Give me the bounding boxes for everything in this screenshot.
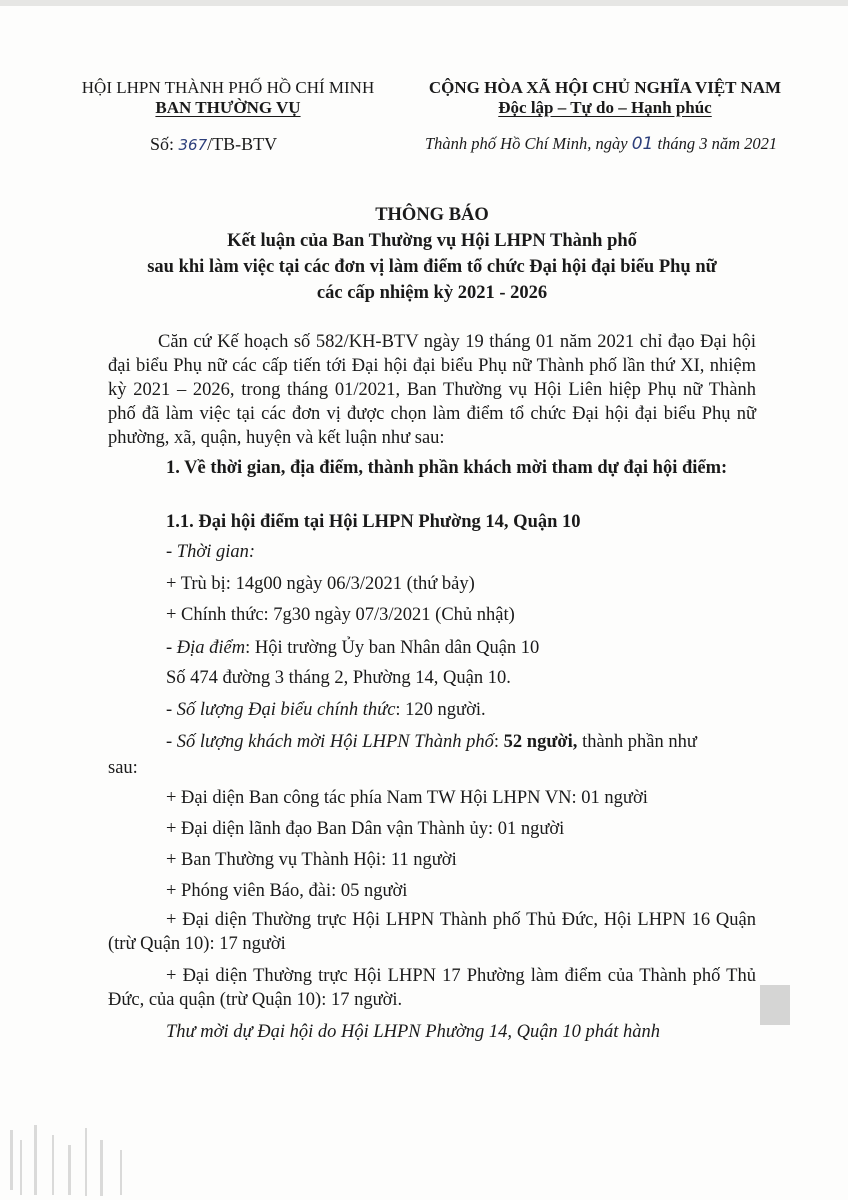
doc-no-prefix: Số: <box>150 134 179 154</box>
venue <box>166 636 539 660</box>
national-motto <box>420 78 790 118</box>
guest-item-2: + Đại diện lãnh đạo Ban Dân vận Thành ủy: 01 người <box>166 819 565 839</box>
prep-session: + Trù bị: 14g00 ngày 06/3/2021 (thứ bảy) <box>166 574 475 594</box>
date-day-handwritten: 01 <box>631 134 654 154</box>
guests-rest: thành phần như <box>577 732 697 752</box>
org-line2 <box>76 98 380 118</box>
org-line1: HỘI LHPN THÀNH PHỐ HỒ CHÍ MINH <box>81 78 375 97</box>
title-block <box>108 202 756 306</box>
section-1-1-heading: 1.1. Đại hội điểm tại Hội LHPN Phường 14, Quận 10 <box>166 512 581 532</box>
doc-subtitle-line3: các cấp nhiệm kỳ 2021 - 2026 <box>316 283 548 303</box>
date-suffix: tháng 3 năm 2021 <box>653 134 778 153</box>
guest-item-5: + Đại diện Thường trực Hội LHPN Thành phố Thủ Đức, Hội LHPN 16 Quận (trừ Quận 10): 17 người <box>108 910 756 954</box>
guests-colon: : <box>493 732 504 752</box>
official-delegates <box>166 698 486 722</box>
section-1-heading: 1. Về thời gian, địa điểm, thành phần khách mời tham dự đại hội điểm: <box>166 458 728 478</box>
document-number <box>150 134 277 155</box>
intro-paragraph: Căn cứ Kế hoạch số 582/KH-BTV ngày 19 tháng 01 năm 2021 chỉ đạo Đại hội đại biểu Phụ nữ các cấp tiến tới Đại hội đại biểu Phụ nữ Thành phố lần thứ XI, nhiệm kỳ 2021 – 2026, trong tháng 01/2021, Ban Thường vụ Hội Liên hiệp Phụ nữ Thành phố đã làm việc tại các đơn vị được chọn làm điểm tổ chức Đại hội đại biểu Phụ nữ phường, xã, quận, huyện và kết luận như sau: <box>108 332 756 448</box>
time-label: - Thời gian: <box>166 542 256 562</box>
doc-no-suffix: /TB-BTV <box>207 134 278 154</box>
venue-address: Số 474 đường 3 tháng 2, Phường 14, Quận 10. <box>166 668 511 688</box>
doc-subtitle-line2: sau khi làm việc tại các đơn vị làm điểm tổ chức Đại hội đại biểu Phụ nữ <box>147 257 717 277</box>
invitation-note: Thư mời dự Đại hội do Hội LHPN Phường 14, Quận 10 phát hành <box>166 1022 661 1042</box>
org-dept: BAN THƯỜNG VỤ <box>155 98 301 117</box>
org-name <box>76 78 380 118</box>
official-session: + Chính thức: 7g30 ngày 07/3/2021 (Chủ nhật) <box>166 605 515 625</box>
date-prefix: Thành phố Hồ Chí Minh, ngày <box>425 134 632 153</box>
guest-item-4: + Phóng viên Báo, đài: 05 người <box>166 881 408 901</box>
guest-item-1: + Đại diện Ban công tác phía Nam TW Hội LHPN VN: 01 người <box>166 788 648 808</box>
guests-line-cont: sau: <box>108 758 138 778</box>
doc-subtitle-line1: Kết luận của Ban Thường vụ Hội LHPN Thành phố <box>227 231 637 251</box>
document-date <box>425 134 777 154</box>
guests-line <box>166 730 697 754</box>
guest-item-6: + Đại diện Thường trực Hội LHPN 17 Phường làm điểm của Thành phố Thủ Đức, của quận (trừ Quận 10): 17 người. <box>108 966 756 1010</box>
guest-item-3: + Ban Thường vụ Thành Hội: 11 người <box>166 850 457 870</box>
guests-label: - Số lượng khách mời Hội LHPN Thành phố <box>166 732 494 752</box>
venue-label: - Địa điểm <box>166 638 246 658</box>
nation-line1: CỘNG HÒA XÃ HỘI CHỦ NGHĨA VIỆT NAM <box>428 78 782 97</box>
delegates-value: : 120 người. <box>395 700 486 720</box>
delegates-label: - Số lượng Đại biểu chính thức <box>166 700 396 720</box>
guests-count: 52 người, <box>503 732 578 752</box>
doc-no-handwritten: 367 <box>178 136 208 154</box>
nation-line2 <box>420 98 790 118</box>
nation-motto: Độc lập – Tự do – Hạnh phúc <box>498 98 712 117</box>
doc-title: THÔNG BÁO <box>375 205 489 225</box>
venue-value: : Hội trường Ủy ban Nhân dân Quận 10 <box>245 638 540 658</box>
